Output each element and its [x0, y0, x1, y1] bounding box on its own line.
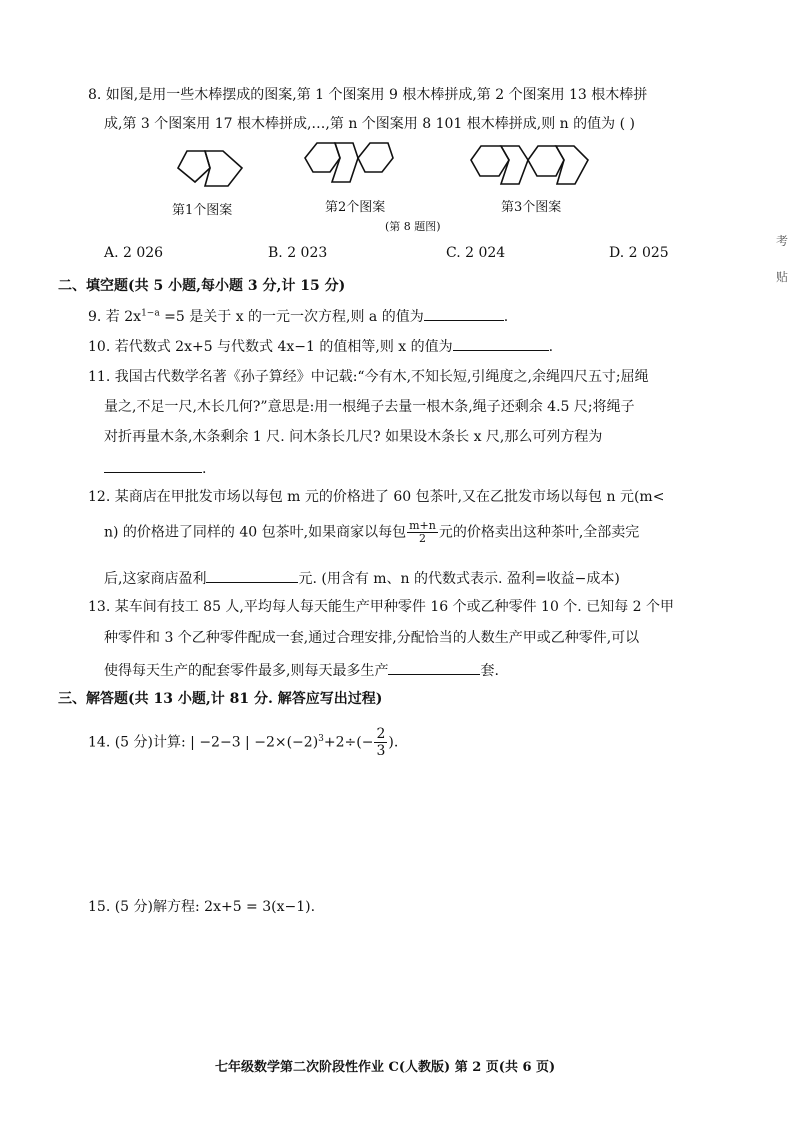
- fig-label-2: 第2个图案: [325, 200, 386, 215]
- q8-option-a: A. 2 026: [104, 245, 164, 261]
- q14-fraction-denominator: 3: [376, 743, 386, 759]
- q8-figure: [160, 138, 620, 200]
- q8-option-d: D. 2 025: [609, 245, 669, 261]
- section-3-title: 三、解答题(共 13 小题,计 81 分. 解答应写出过程): [58, 691, 383, 707]
- q14-post: ).: [388, 734, 399, 751]
- q13-line-1: 13. 某车间有技工 85 人,平均每人每天能生产甲种零件 16 个或乙种零件 10 个. 已知每 2 个甲: [88, 599, 675, 615]
- q14-exponent: 3: [318, 733, 324, 744]
- q10: [88, 334, 553, 358]
- q11-answer: [104, 456, 206, 480]
- q11-end: .: [202, 461, 207, 477]
- pentagon-shape-2c: [358, 143, 393, 172]
- q14-mid: +2÷(−: [323, 734, 374, 751]
- q10-end: .: [548, 339, 554, 355]
- page-footer: 七年级数学第二次阶段性作业 C(人教版) 第 2 页(共 6 页): [215, 1060, 556, 1075]
- q11-line-2: 量之,不足一尺,木长几何?”意思是:用一根绳子去量一根木条,绳子还剩余 4.5 尺;将绳子: [104, 399, 635, 415]
- pentagon-shape-2a: [305, 143, 340, 172]
- q8-line-1: 8. 如图,是用一些木棒摆成的图案,第 1 个图案用 9 根木棒拼成,第 2 个图案用 13 根木棒拼: [88, 87, 648, 103]
- margin-mark-1: 考: [776, 234, 789, 248]
- q9-exponent: 1−a: [141, 308, 160, 319]
- q14-fraction-numerator: 2: [376, 726, 386, 742]
- q10-pre: 10. 若代数式 2x+5 与代数式 4x−1 的值相等,则 x 的值为: [88, 339, 453, 355]
- q8-option-b: B. 2 023: [268, 245, 328, 261]
- q9-post: =5 是关于 x 的一元一次方程,则 a 的值为: [159, 309, 424, 325]
- q10-answer-blank[interactable]: [453, 334, 549, 351]
- q13-answer-blank[interactable]: [388, 658, 480, 675]
- q9-answer-blank[interactable]: [424, 304, 504, 321]
- q9-end: .: [503, 309, 509, 325]
- q12-fraction: [407, 520, 438, 545]
- q12-line-2: [104, 520, 639, 545]
- q11-line-1: 11. 我国古代数学名著《孙子算经》中记载:“今有木,不知长短,引绳度之,余绳四尺五寸;屈绳: [88, 369, 649, 385]
- q15: 15. (5 分)解方程: 2x+5 = 3(x−1).: [88, 899, 316, 915]
- q8-line-2: 成,第 3 个图案用 17 根木棒拼成,…,第 n 个图案用 8 101 根木棒拼成,则 n 的值为 ( ): [104, 116, 635, 132]
- figure-caption: (第 8 题图): [385, 220, 441, 233]
- pentagon-shape-1a: [178, 151, 210, 182]
- q13-line-3-pre: 使得每天生产的配套零件最多,则每天最多生产: [104, 663, 389, 679]
- q11-line-3: 对折再量木条,木条剩余 1 尺. 问木条长几尺? 如果设木条长 x 尺,那么可列方程为: [104, 429, 603, 445]
- q9: [88, 304, 508, 328]
- q11-answer-blank[interactable]: [104, 456, 202, 473]
- q13-line-3: [104, 658, 499, 682]
- q12-line-3-pre: 后,这家商店盈利: [104, 571, 207, 587]
- q12-line-1: 12. 某商店在甲批发市场以每包 m 元的价格进了 60 包茶叶,又在乙批发市场以每包 n 元(m<: [88, 489, 665, 505]
- pentagon-shape-1b: [205, 151, 242, 186]
- q14-pre: 14. (5 分)计算: | −2−3 | −2×(−2): [88, 734, 319, 751]
- q12-line-3-post: 元. (用含有 m、n 的代数式表示. 盈利=收益−成本): [298, 571, 620, 587]
- q12-line-2-pre: n) 的价格进了同样的 40 包茶叶,如果商家以每包: [104, 524, 407, 541]
- q14-fraction: [374, 726, 387, 759]
- q12-line-2-post: 元的价格卖出这种茶叶,全部卖完: [438, 524, 640, 541]
- fig-label-1: 第1个图案: [172, 203, 233, 218]
- q12-answer-blank[interactable]: [206, 566, 298, 583]
- q12-line-3: [104, 566, 620, 590]
- q13-line-3-post: 套.: [480, 663, 499, 679]
- q12-fraction-numerator: m+n: [409, 519, 436, 532]
- q12-fraction-denominator: 2: [418, 532, 426, 545]
- q8-option-c: C. 2 024: [446, 245, 506, 261]
- q13-line-2: 种零件和 3 个乙种零件配成一套,通过合理安排,分配恰当的人数生产甲或乙种零件,可以: [104, 630, 640, 646]
- q14: [88, 726, 398, 759]
- q9-pre: 9. 若 2x: [88, 309, 142, 325]
- section-2-title: 二、填空题(共 5 小题,每小题 3 分,计 15 分): [58, 278, 346, 294]
- fig-label-3: 第3个图案: [501, 200, 562, 215]
- margin-mark-2: 贴: [776, 270, 789, 284]
